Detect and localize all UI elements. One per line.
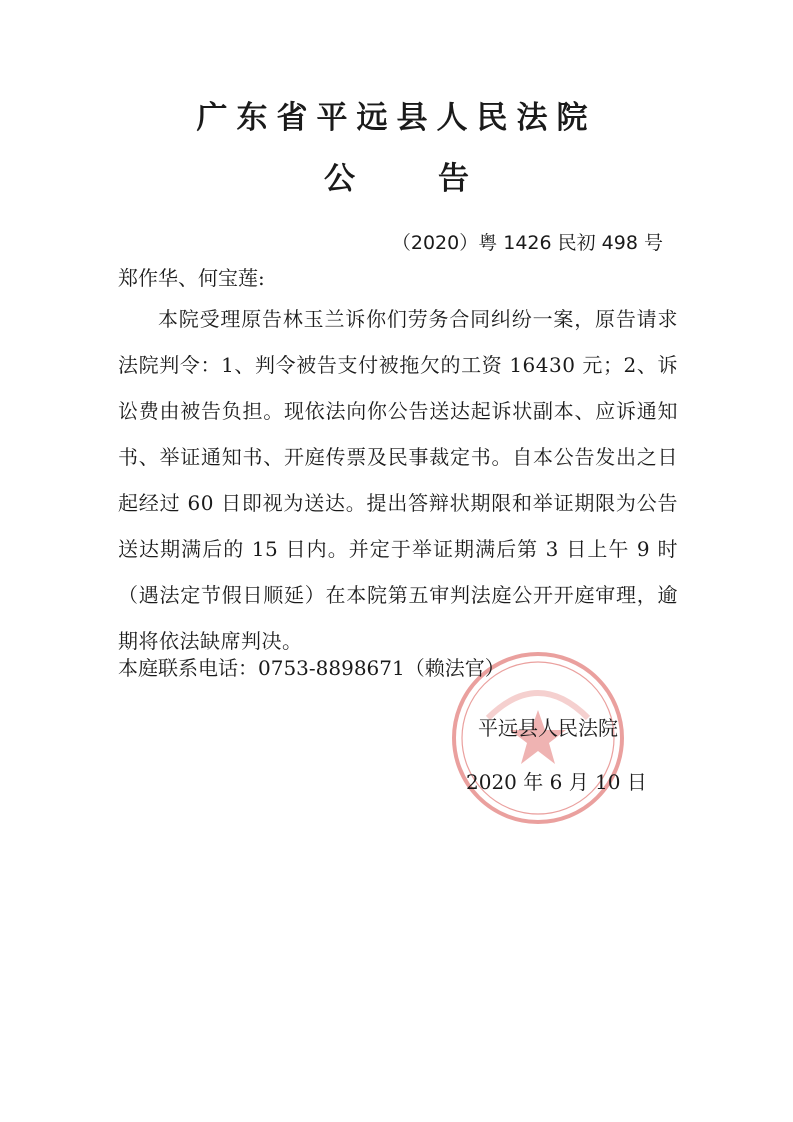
addressee: 郑作华、何宝莲:: [118, 266, 265, 290]
document-type-title: 公 告: [324, 161, 495, 197]
court-name-title: 广东省平远县人民法院: [196, 100, 597, 136]
case-number: （2020）粤 1426 民初 498 号: [391, 232, 663, 254]
issue-date: 2020 年 6 月 10 日: [466, 770, 647, 794]
notice-body: 本院受理原告林玉兰诉你们劳务合同纠纷一案，原告请求法院判令：1、判令被告支付被拖欠的工资 16430 元；2、诉讼费由被告负担。现依法向你公告送达起诉状副本、应诉通知书、举证通知书、开庭传票及民事裁定书。自本公告发出之日起经过 60 日即视为送达。提出答辩状期限和举证期限为公告送达期满后的 15 日内。并定于举证期满后第 3 日上午 9 时（遇法定节假日顺延）在本院第五审判法庭公开开庭审理，逾期将依法缺席判决。: [118, 307, 678, 653]
issuing-court-signature: 平远县人民法院: [478, 716, 618, 740]
contact-phone: 本庭联系电话：0753-8898671（赖法官）: [118, 656, 505, 680]
